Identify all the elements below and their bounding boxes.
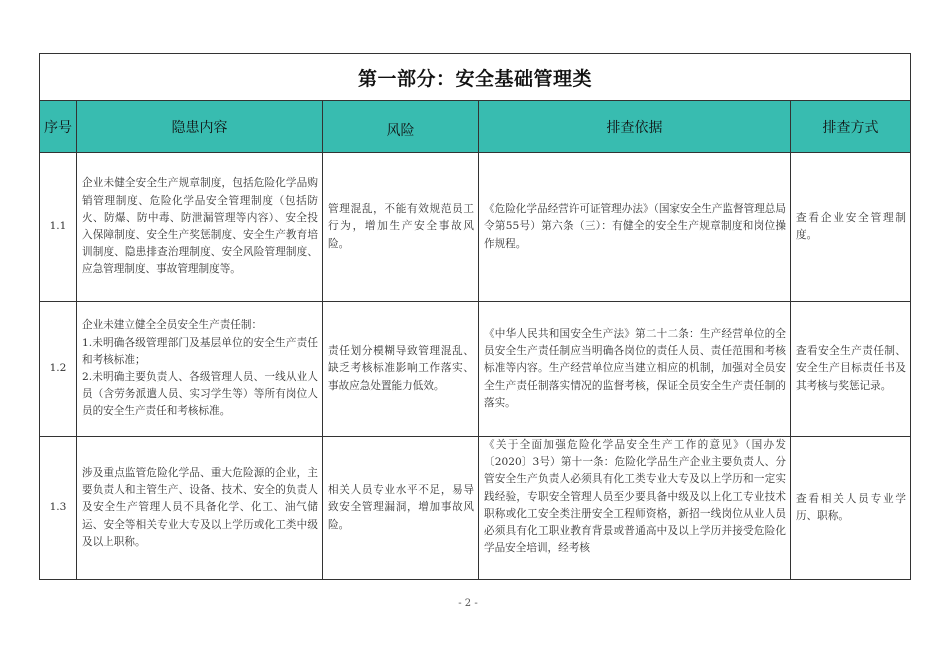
section-title: 第一部分：安全基础管理类 (40, 54, 911, 101)
inspection-method: 查看企业安全管理制度。 (791, 153, 911, 302)
inspection-method: 查看安全生产责任制、安全生产目标责任书及其考核与奖惩记录。 (791, 302, 911, 437)
inspection-basis: 《危险化学品经营许可证管理办法》（国家安全生产监督管理总局令第55号）第六条（三）：有健全的安全生产规章制度和岗位操作规程。 (479, 153, 791, 302)
inspection-method: 查看相关人员专业学历、职称。 (791, 437, 911, 580)
inspection-basis: 《中华人民共和国安全生产法》第二十二条：生产经营单位的全员安全生产责任制应当明确各岗位的责任人员、责任范围和考核标准等内容。生产经营单位应当建立相应的机制，加强对全员安全生产责任制落实情况的监督考核，保证全员安全生产责任制的落实。 (479, 302, 791, 437)
table-row (40, 302, 911, 437)
risk: 管理混乱，不能有效规范员工行为，增加生产安全事故风险。 (323, 153, 479, 302)
table-row (40, 153, 911, 302)
hazard-line: 涉及重点监管危险化学品、重大危险源的企业，主要负责人和主管生产、设备、技术、安全的负责人及安全生产管理人员不具备化学、化工、油气储运、安全等相关专业大专及以上学历或化工类中级及以上职称。 (82, 466, 318, 548)
header-basis: 排查依据 (479, 101, 791, 153)
header-hazard: 隐患内容 (77, 101, 323, 153)
table-header-row (40, 101, 911, 153)
hazard-table (39, 53, 911, 580)
row-number: 1.2 (40, 302, 77, 437)
hazard-line: 1.未明确各级管理部门及基层单位的安全生产责任和考核标准； (82, 336, 318, 366)
hazard-content (77, 437, 323, 580)
risk: 相关人员专业水平不足，易导致安全管理漏洞，增加事故风险。 (323, 437, 479, 580)
inspection-basis (479, 437, 791, 580)
row-number: 1.1 (40, 153, 77, 302)
hazard-content (77, 153, 323, 302)
risk: 责任划分模糊导致管理混乱、缺乏考核标准影响工作落实、事故应急处置能力低效。 (323, 302, 479, 437)
header-no: 序号 (40, 101, 77, 153)
row-number: 1.3 (40, 437, 77, 580)
table-row (40, 437, 911, 580)
hazard-line: 2.未明确主要负责人、各级管理人员、一线从业人员（含劳务派遣人员、实习学生等）等所有岗位人员的安全生产责任和考核标准。 (82, 371, 318, 418)
hazard-line: 企业未建立健全全员安全生产责任制： (82, 319, 263, 332)
hazard-content (77, 302, 323, 437)
hazard-line: 企业未健全安全生产规章制度，包括危险化学品购销管理制度、危险化学品安全管理制度（包括防火、防爆、防中毒、防泄漏管理等内容）、安全投入保障制度、安全生产奖惩制度、安全生产教育培训制度、隐患排查治理制度、安全风险管理制度、应急管理制度、事故管理制度等。 (82, 177, 318, 276)
inspection-basis-text: 《关于全面加强危险化学品安全生产工作的意见》（国办发〔2020〕3号）第十一条：危险化学品生产企业主要负责人、分管安全生产负责人必须具有化工类专业大专及以上学历和一定实践经验，专职安全管理人员至少要具备中级及以上化工专业技术职称或化工安全类注册安全工程师资格，新招一线岗位从业人员必须具有化工职业教育背景或普通高中及以上学历并接受危险化学品安全培训，经考核 (484, 439, 786, 555)
header-method: 排查方式 (791, 101, 911, 153)
header-risk: 风险 (323, 101, 479, 153)
page-number: - 2 - (458, 598, 478, 609)
